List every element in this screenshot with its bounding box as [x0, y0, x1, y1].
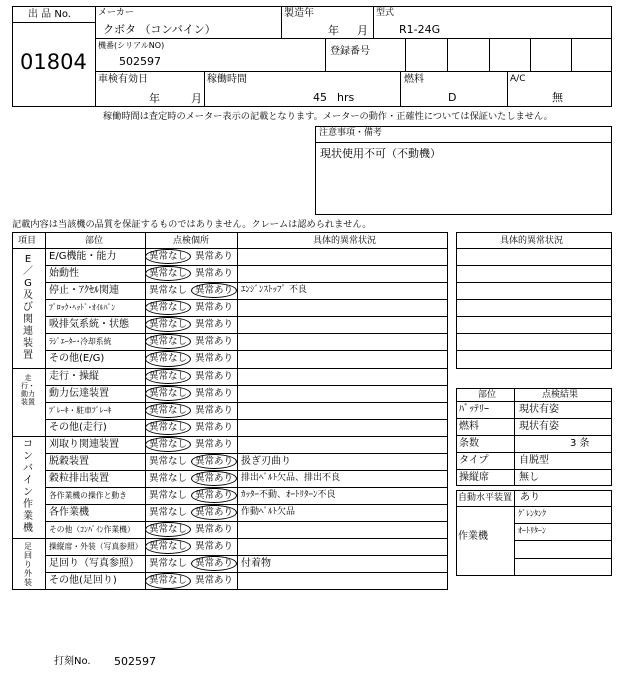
- row-ng-12: 異常あり: [195, 456, 234, 467]
- row-result-circle-2: [191, 283, 237, 298]
- row-result-circle-18: [191, 556, 237, 571]
- row-part-18: 足回り（写真参照）: [49, 558, 139, 569]
- work-item-0: ｸﾞﾚﾝﾀﾝｸ: [518, 509, 546, 518]
- row-result-circle-16: [145, 522, 191, 537]
- row-ng-11: 異常あり: [195, 439, 234, 450]
- result-value-2: 3 条: [570, 438, 590, 449]
- row-detail-2: ｴﾝｼﾞﾝｽﾄｯﾌﾟ 不良: [241, 285, 307, 295]
- row-part-11: 刈取り関連装置: [49, 439, 119, 450]
- row-part-19: その他(足回り): [49, 575, 117, 586]
- row-part-5: ﾗｼﾞｴｰﾀｰ･冷却系統: [49, 337, 112, 346]
- year-unit-tsuki: 月: [357, 24, 368, 37]
- row-part-7: 走行・操縦: [49, 371, 99, 382]
- serial-value: 502597: [119, 55, 161, 68]
- row-ng-8: 異常あり: [195, 388, 234, 399]
- row-part-12: 脱穀装置: [49, 456, 89, 467]
- row-result-circle-19: [145, 573, 191, 589]
- row-result-circle-4: [145, 317, 191, 332]
- work-item-1: ｵｰﾄﾘﾀｰﾝ: [518, 526, 546, 535]
- row-result-circle-6: [145, 351, 191, 367]
- result-part-0: ﾊﾞｯﾃﾘｰ: [459, 404, 489, 415]
- row-ng-19: 異常あり: [195, 575, 234, 586]
- row-result-circle-7: [145, 369, 191, 384]
- row-result-circle-10: [145, 420, 191, 435]
- ac-label: A/C: [510, 74, 526, 84]
- row-result-circle-12: [191, 454, 237, 469]
- row-ok-17: 異常なし: [149, 541, 188, 552]
- group-label-1: 走行・動力装置: [21, 374, 35, 406]
- row-part-16: その他（ｺﾝﾊﾞｲﾝ作業機）: [49, 525, 135, 534]
- notes-label: 注意事項・備考: [319, 128, 383, 138]
- row-ng-17: 異常あり: [195, 541, 234, 552]
- row-ok-7: 異常なし: [149, 371, 188, 382]
- row-ok-3: 異常なし: [149, 302, 188, 313]
- fuel-label: 燃料: [404, 74, 424, 85]
- row-part-4: 吸排気系統・状態: [49, 319, 129, 330]
- row-ok-16: 異常なし: [149, 524, 188, 535]
- results-header-part: 部位: [478, 390, 497, 400]
- header-check: 点検個所: [173, 236, 210, 246]
- ac-value: 無: [552, 91, 563, 104]
- row-ng-3: 異常あり: [195, 302, 234, 313]
- stamp-value: 502597: [114, 655, 156, 668]
- row-result-circle-5: [145, 334, 191, 349]
- row-ok-18: 異常なし: [149, 558, 188, 569]
- row-part-1: 始動性: [49, 268, 79, 279]
- row-part-8: 動力伝達装置: [49, 388, 109, 399]
- header-category: 項目: [18, 236, 37, 246]
- row-result-circle-11: [145, 437, 191, 452]
- disclaimer: 記載内容は当該機の品質を保証するものではありません。クレームは認められません。: [12, 219, 372, 230]
- row-ng-18: 異常あり: [195, 558, 234, 569]
- inspection-tsuki: 月: [191, 92, 202, 105]
- row-ng-2: 異常あり: [195, 285, 234, 296]
- row-ng-13: 異常あり: [195, 473, 234, 484]
- row-ng-6: 異常あり: [195, 353, 234, 364]
- row-ok-13: 異常なし: [149, 473, 188, 484]
- hours-label: 稼働時間: [207, 74, 247, 85]
- row-ng-9: 異常あり: [195, 405, 234, 416]
- row-ng-15: 異常あり: [195, 507, 234, 518]
- row-result-circle-13: [191, 471, 237, 486]
- row-ok-6: 異常なし: [149, 353, 188, 364]
- row-ng-0: 異常あり: [195, 251, 234, 262]
- row-ok-8: 異常なし: [149, 388, 188, 399]
- results-header-result: 点検結果: [542, 390, 579, 400]
- row-part-0: E/G機能・能力: [49, 251, 117, 262]
- auto-level-value: あり: [520, 492, 540, 503]
- row-part-13: 穀粒排出装置: [49, 473, 109, 484]
- row-detail-13: 排出ﾍﾞﾙﾄ欠品、排出不良: [241, 473, 341, 483]
- row-part-14: 各作業機の操作と動き: [49, 491, 127, 500]
- header-detail: 具体的異常状況: [313, 236, 377, 246]
- row-ok-2: 異常なし: [149, 285, 188, 296]
- row-part-2: 停止・ｱｸｾﾙ関連: [49, 285, 119, 296]
- auto-level-label: 自動水平装置: [458, 493, 513, 503]
- maker-label: メーカー: [98, 8, 134, 18]
- row-result-circle-1: [145, 266, 191, 281]
- row-ok-12: 異常なし: [149, 456, 188, 467]
- group-label-3: 足回り外装: [24, 541, 32, 587]
- hours-unit: hrs: [337, 91, 355, 104]
- inspection-label: 車検有効日: [98, 74, 148, 85]
- work-label: 作業機: [458, 531, 488, 542]
- right-detail-table: [456, 232, 612, 369]
- row-ok-4: 異常なし: [149, 319, 188, 330]
- result-part-3: タイプ: [459, 455, 489, 466]
- row-detail-15: 作動ﾍﾞﾙﾄ欠品: [241, 507, 296, 517]
- row-result-circle-8: [145, 386, 191, 401]
- group-label-0: E／G及び関連装置: [23, 254, 33, 361]
- lot-number: 01804: [20, 50, 87, 74]
- row-ok-10: 異常なし: [149, 422, 188, 433]
- result-value-1: 現状有姿: [519, 421, 559, 432]
- hours-value: 45: [313, 91, 327, 104]
- row-ng-1: 異常あり: [195, 268, 234, 279]
- year-label: 製造年: [284, 8, 314, 19]
- row-ok-15: 異常なし: [149, 507, 188, 518]
- group-label-2: コンバイン作業機: [23, 439, 33, 534]
- row-ok-11: 異常なし: [149, 439, 188, 450]
- row-ok-1: 異常なし: [149, 268, 188, 279]
- row-part-17: 操縦席・外装（写真参照）: [49, 542, 143, 551]
- result-part-1: 燃料: [459, 421, 479, 432]
- result-value-0: 現状有姿: [519, 404, 559, 415]
- notes-text: 現状使用不可（不動機）: [320, 147, 441, 160]
- row-part-6: その他(E/G): [49, 353, 105, 364]
- notes-box: [315, 126, 612, 215]
- result-part-2: 条数: [459, 438, 479, 449]
- result-value-3: 自脱型: [519, 455, 549, 466]
- row-part-9: ﾌﾞﾚｰｷ・駐車ﾌﾞﾚｰｷ: [49, 406, 112, 415]
- row-part-3: ﾌﾞﾛｯｸ･ﾍｯﾄﾞ･ｵｲﾙﾊﾟﾝ: [49, 303, 116, 312]
- model-value: R1-24G: [399, 23, 441, 36]
- row-ng-16: 異常あり: [195, 524, 234, 535]
- row-ok-14: 異常なし: [149, 490, 188, 501]
- inspection-nen: 年: [149, 92, 160, 105]
- row-part-10: その他(走行): [49, 422, 107, 433]
- row-result-circle-14: [191, 488, 237, 503]
- right-detail-header: 具体的異常状況: [500, 236, 564, 246]
- row-ng-14: 異常あり: [195, 490, 234, 501]
- result-value-4: 無し: [519, 472, 539, 483]
- header-grid: [12, 6, 612, 107]
- stamp-label: 打刻No.: [54, 656, 91, 667]
- year-unit-nen: 年: [328, 24, 339, 37]
- row-result-circle-3: [145, 300, 191, 315]
- row-ng-7: 異常あり: [195, 371, 234, 382]
- row-detail-14: ｶｯﾀｰ不動、ｵｰﾄﾘﾀｰﾝ不良: [241, 490, 336, 500]
- row-result-circle-15: [191, 505, 237, 520]
- row-ok-0: 異常なし: [149, 251, 188, 262]
- hours-note: 稼働時間は査定時のメーター表示の記載となります。メーターの動作・正確性については保証いたしません。: [103, 111, 553, 122]
- row-ok-19: 異常なし: [149, 575, 188, 586]
- maker-value: クボタ （コンバイン）: [103, 23, 216, 36]
- row-ok-9: 異常なし: [149, 405, 188, 416]
- row-part-15: 各作業機: [49, 507, 89, 518]
- serial-label: 機番(シリアルNO): [98, 41, 165, 50]
- row-result-circle-0: [145, 249, 191, 264]
- result-part-4: 操縦席: [459, 472, 489, 483]
- lot-label: 出 品 No.: [28, 9, 71, 20]
- row-ng-5: 異常あり: [195, 336, 234, 347]
- row-ng-4: 異常あり: [195, 319, 234, 330]
- row-ng-10: 異常あり: [195, 422, 234, 433]
- model-label: 型式: [376, 8, 395, 18]
- row-ok-5: 異常なし: [149, 336, 188, 347]
- fuel-value: D: [448, 91, 457, 104]
- row-result-circle-17: [145, 539, 191, 554]
- row-detail-18: 付着物: [241, 558, 271, 569]
- reg-label: 登録番号: [330, 46, 370, 57]
- header-part: 部位: [85, 236, 104, 246]
- row-detail-12: 扱ぎ刃曲り: [241, 456, 291, 467]
- row-result-circle-9: [145, 403, 191, 418]
